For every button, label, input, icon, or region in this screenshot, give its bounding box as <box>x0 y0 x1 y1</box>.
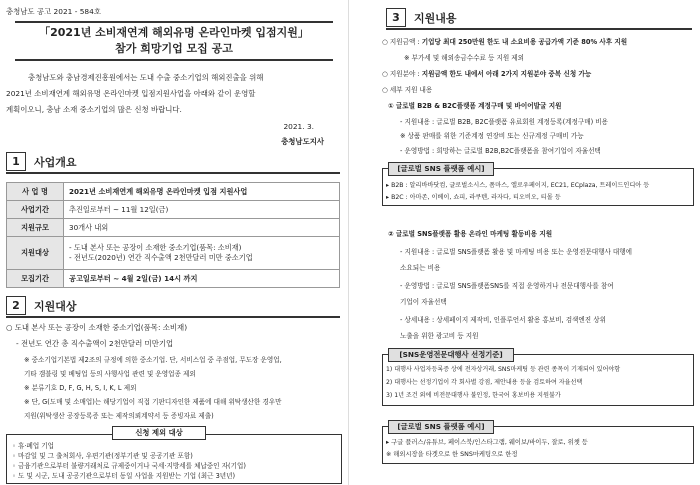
table-row <box>7 201 340 219</box>
target-note: ※ 분류기호 D, F, G, H, S, I, K, L 제외 <box>24 384 137 392</box>
exclusion-item: ◦ 도 및 시군, 도내 공공기관으로부터 동일 사업을 지원받는 기업 (최근 3년년) <box>12 472 236 480</box>
section-number-3: 3 <box>386 8 406 27</box>
target-note: ※ 중소기업기본법 제2조의 규정에 의한 중소기업. 단, 서비스업 중 주점업, 무도장 운영업, <box>24 356 282 364</box>
part1-line: - 지원내용 : 글로벌 B2B, B2C플랫폼 유료회원 계정등록(계정구매) 비용 <box>400 118 609 126</box>
platform-line: ▸ B2C : 아마존, 이베이, 쇼피, 라쿠텐, 라자다, 티오비오, 티몰 등 <box>386 194 561 201</box>
target-main: ○ 도내 본사 또는 공장이 소재한 중소기업(품목: 소비재) <box>6 323 188 332</box>
section-title-support: 지원내용 <box>414 12 457 25</box>
row-value: 30개사 내외 <box>64 219 340 237</box>
part2-line: - 상세내용 : 상세페이지 제작비, 인플루언서 활용 홍보비, 검색엔진 상위 <box>400 316 607 324</box>
exclusion-item: ◦ 금융기관으로부터 불량거래처로 규제중이거나 국세·지방세를 체납중인 자(기업) <box>12 462 246 470</box>
part1-title: ① 글로벌 B2B & B2C플랫폼 계정구매 및 바이어발굴 지원 <box>388 102 562 110</box>
section-title-overview: 사업개요 <box>34 156 77 169</box>
agency-line: 1) 대행사 사업자등록증 상에 전자상거래, SNS마케팅 등 관련 종목이 기재되어 있어야함 <box>386 366 621 373</box>
target-note: ※ 단, G(도매 및 소매업)는 해당기업이 직접 기판디자인한 제품에 대해 위탁생산한 경우만 <box>24 398 282 406</box>
table-row <box>7 237 340 270</box>
row-label: 사업기간 <box>7 201 64 219</box>
title-line-2: 참가 희망기업 모집 공고 <box>115 42 233 55</box>
part2-line: - 운영방법 : 글로벌 SNS플랫폼SNS를 직접 운영하거나 전문대행사를 참여 <box>400 282 614 290</box>
section-rule <box>6 172 340 174</box>
platform-line: ▸ B2B : 알리바바닷컴, 글로벌소시스, 폼마스, 엘로우페이지, EC21, ECplaza, 트레이드인디아 등 <box>386 182 650 189</box>
part2-line: 기업이 자율선택 <box>400 298 447 306</box>
support-details: ○ 세부 지원 내용 <box>382 86 433 94</box>
support-amount-note: ※ 부가세 및 해외송금수수료 등 지원 제외 <box>404 54 525 62</box>
agency-label: [SNS운영전문대행사 선정기준] <box>388 348 514 362</box>
section-title-target: 지원대상 <box>34 300 77 313</box>
agency-line: 3) 1년 조건 외에 비전문대행사 불인정, 한국어 홍보비용 지원불가 <box>386 392 561 399</box>
sns-line: ▸ 구글 플러스/유튜브, 페이스북/인스타그램, 웨이보/바이두, 잘로, 위챗 등 <box>386 439 588 446</box>
exclusion-item: ◦ 마감일 및 그 출처회사, 우편기관(정부기관 및 공공기관 포함) <box>12 452 193 460</box>
support-amount: ○ 지원금액 : 기업당 최대 250만원 한도 내 소요비용 공급가액 기준 80% 사후 지원 <box>382 38 628 46</box>
notice-number: 충청남도 공고 2021 - 584호 <box>6 7 101 16</box>
target-sub: - 전년도 연간 총 직수출액이 2천만달러 미만기업 <box>16 339 174 348</box>
intro-line-1: 충청남도와 충남경제진흥원에서는 도내 수출 중소기업의 해외진출을 위해 <box>28 73 264 82</box>
row-label: 사 업 명 <box>7 183 64 201</box>
intro-line-2: 2021년 소비재연계 해외유명 온라인마켓 입점지원사업을 아래와 같이 운영할 <box>6 89 256 98</box>
table-row <box>7 270 340 288</box>
section-rule <box>6 316 340 318</box>
column-divider <box>348 0 349 485</box>
part2-line: 노출을 위한 광고비 등 지원 <box>400 332 479 340</box>
section-rule <box>386 28 692 30</box>
row-value: 2021년 소비재연계 해외유명 온라인마켓 입점 지원사업 <box>64 183 340 201</box>
row-label: 지원규모 <box>7 219 64 237</box>
part1-line: ※ 상품 판매를 위한 기준계정 연장비 또는 신규계정 구매비 가능 <box>400 132 584 140</box>
sns-label: [글로벌 SNS 플랫폼 예시] <box>388 420 494 434</box>
row-value <box>64 237 340 270</box>
row-value: 공고일로부터 ~ 4월 2일(금) 14시 까지 <box>64 270 340 288</box>
announcement-date: 2021. 3. <box>283 122 314 131</box>
section-number-1: 1 <box>6 152 26 171</box>
agency-line: 2) 대행사는 선정기업이 각 회사별 강점, 제안내용 등을 검토하여 자율선택 <box>386 379 583 386</box>
row-label: 모집기간 <box>7 270 64 288</box>
target-line-2: - 전년도(2020년) 연간 직수출액 2천만달러 미만 중소기업 <box>69 253 253 262</box>
support-field: ○ 지원분야 : 지원금액 한도 내에서 아래 2가지 지원분야 중복 신청 가능 <box>382 70 592 78</box>
target-line-1: - 도내 본사 또는 공장이 소재한 중소기업(품목: 소비재) <box>69 243 242 252</box>
target-note: 기타 갬블링 및 베팅업 등의 사행사업 관련 및 운영업종 제외 <box>24 370 196 378</box>
intro-line-3: 계획이오니, 충남 소재 중소기업의 많은 신청 바랍니다. <box>6 105 182 114</box>
row-label: 지원대상 <box>7 237 64 270</box>
exclusion-label: 신청 제외 대상 <box>112 426 206 440</box>
part2-line: - 지원내용 : 글로벌 SNS플랫폼 활용 및 마케팅 비용 또는 운영전문대행사 대행에 <box>400 248 633 256</box>
sns-line: ※ 해외시장을 타겟으로 한 SNS마케팅으로 한정 <box>386 451 518 458</box>
part2-title: ② 글로벌 SNS플랫폼 활용 온라인 마케팅 활동비용 지원 <box>388 230 553 238</box>
part1-line: - 운영방법 : 희망하는 글로벌 B2B,B2C플랫폼을 참여기업이 자율선택 <box>400 147 601 155</box>
title-line-1: 「2021년 소비재연계 해외유명 온라인마켓 입점지원」 <box>39 26 309 39</box>
table-row <box>7 219 340 237</box>
table-row <box>7 183 340 201</box>
overview-table <box>6 182 340 288</box>
part2-line: 소요되는 비용 <box>400 264 441 272</box>
target-note: 지원(위탁생산 공장등록증 또는 제작의뢰계약서 등 증빙자료 제출) <box>24 412 214 420</box>
signer: 충청남도지사 <box>281 137 324 146</box>
platform-label: [글로벌 SNS 플랫폼 예시] <box>388 162 494 176</box>
announcement-title <box>15 21 333 61</box>
section-number-2: 2 <box>6 296 26 315</box>
exclusion-item: ◦ 휴·폐업 기업 <box>12 442 55 450</box>
row-value: 추진일로부터 ~ 11월 12일(금) <box>64 201 340 219</box>
